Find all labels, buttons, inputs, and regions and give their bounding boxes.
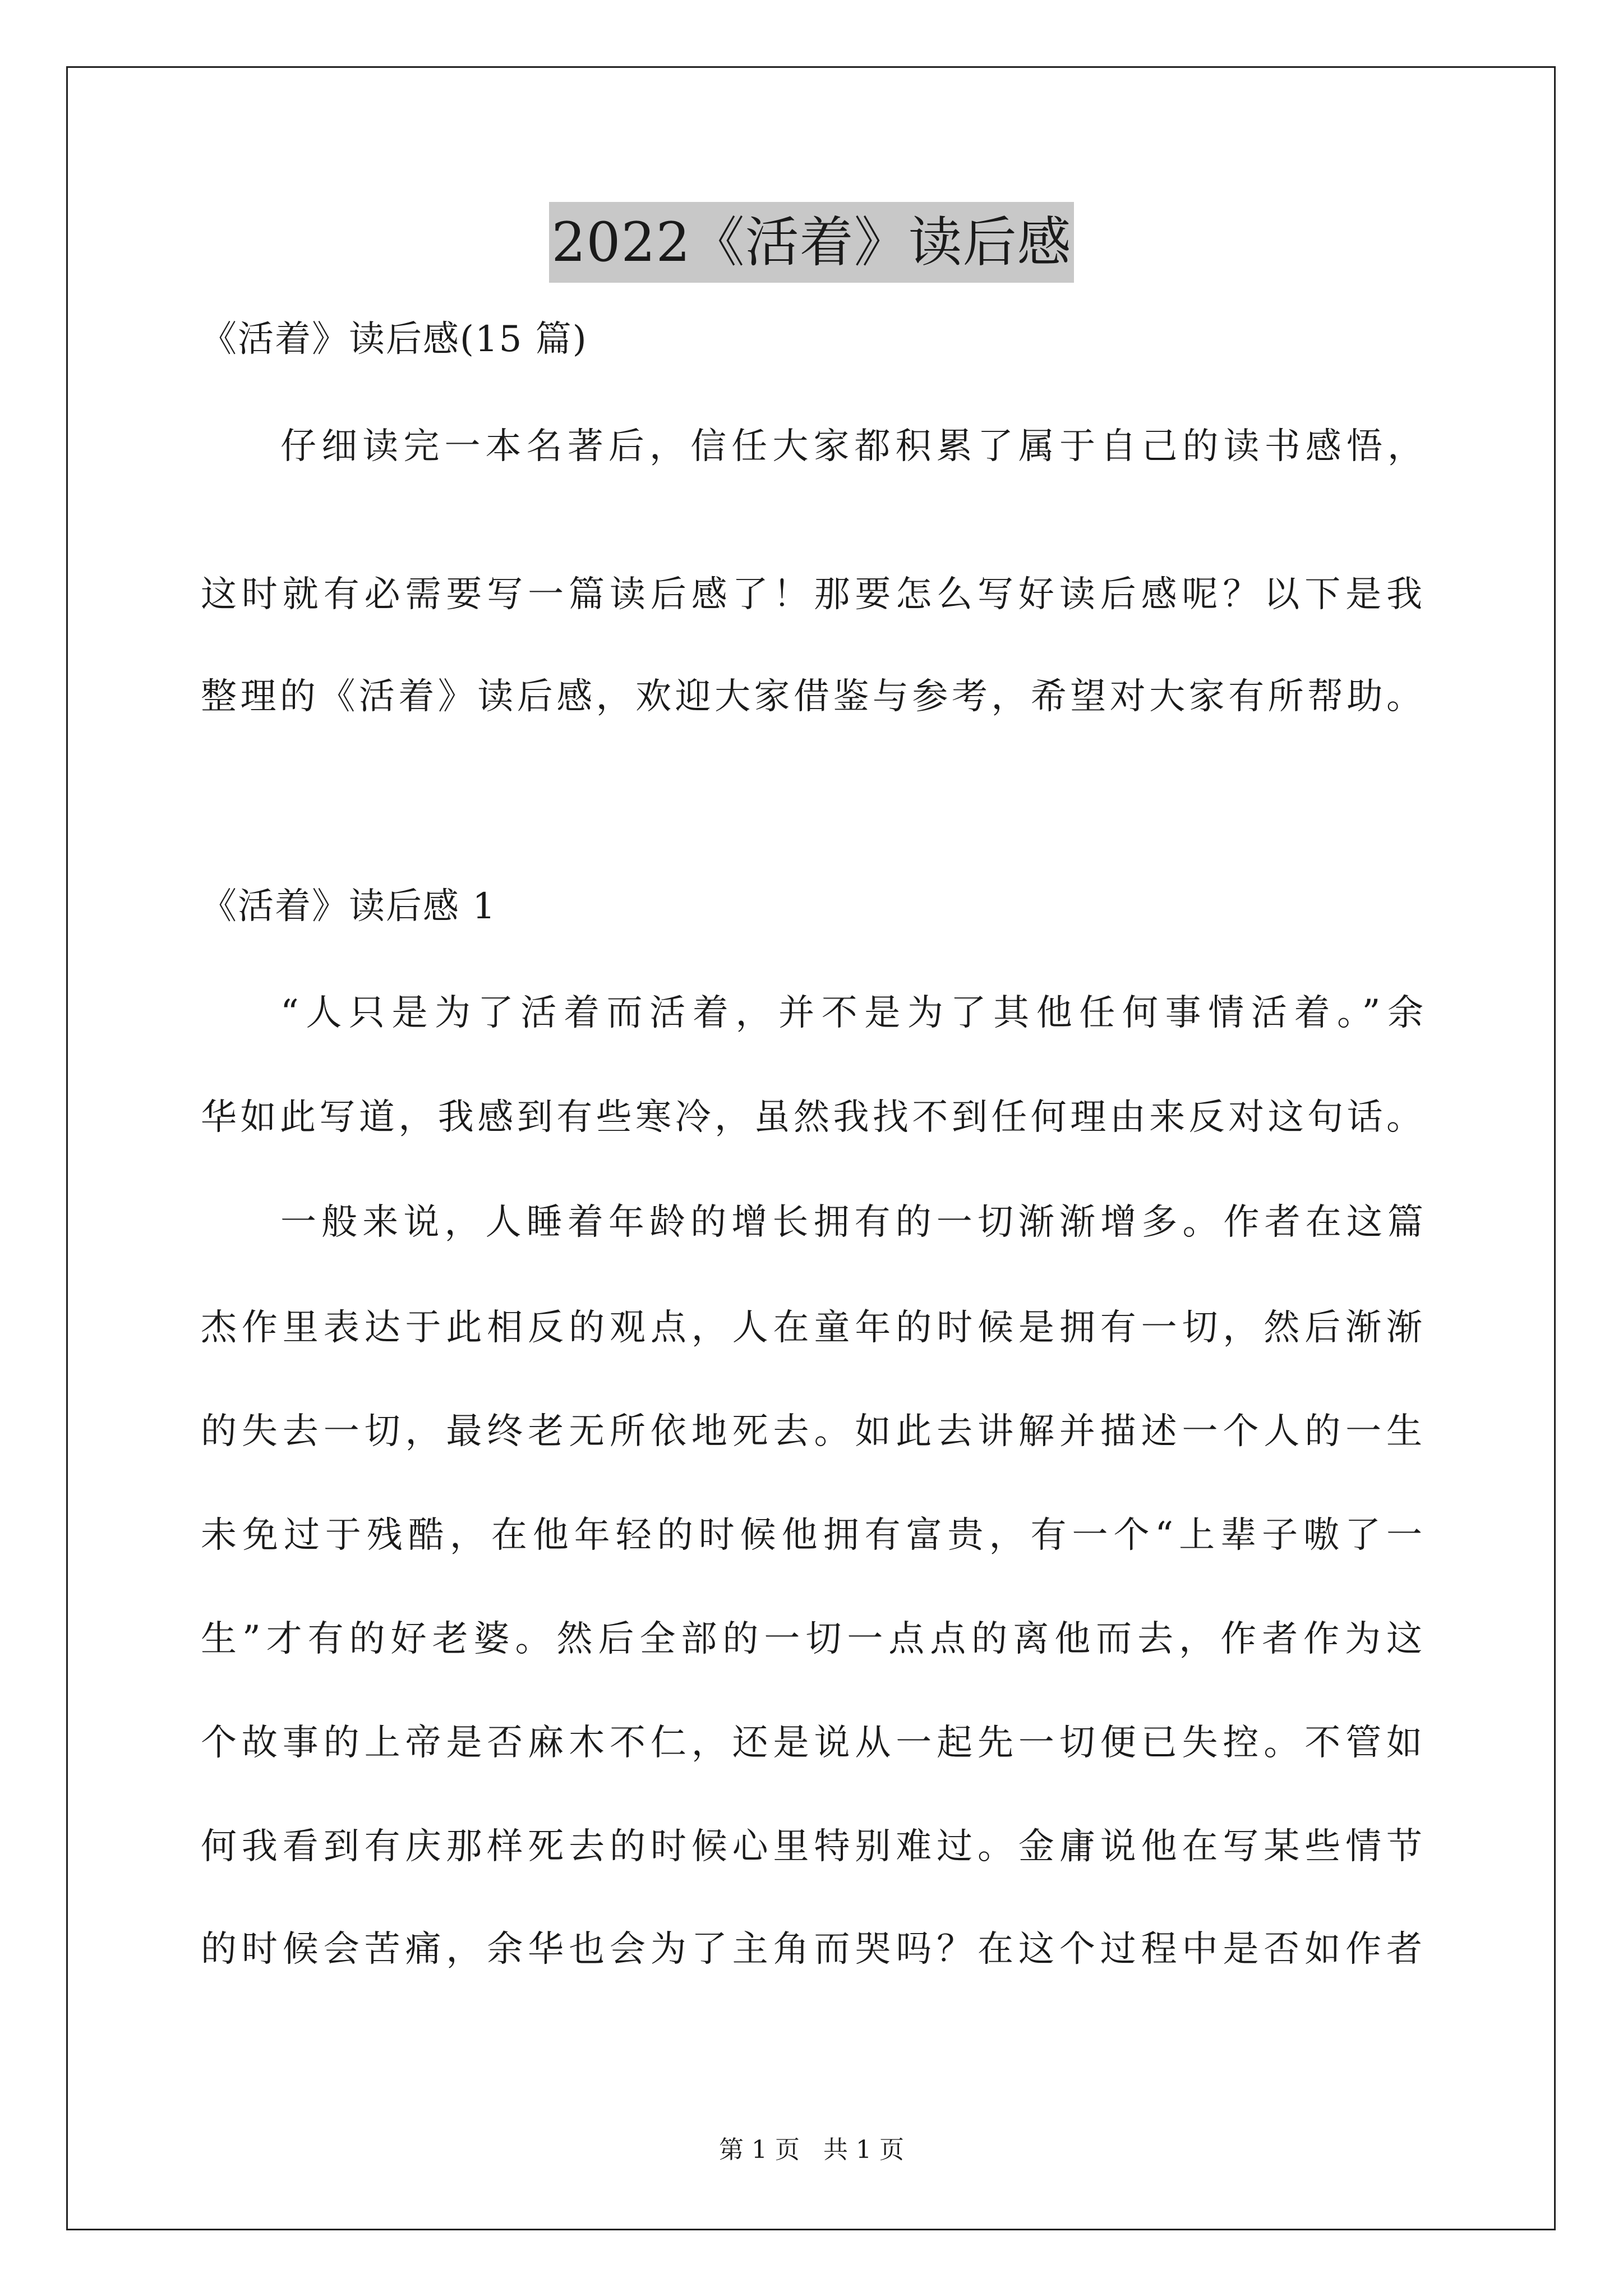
intro-line-3: 整理的《活着》读后感，欢迎大家借鉴与参考，希望对大家有所帮助。 [201,676,1423,717]
section-line-8: 个故事的上帝是否麻木不仁，还是说从一起先一切便已失控。不管如 [201,1722,1423,1764]
section-line-9: 何我看到有庆那样死去的时候心里特别难过。金庸说他在写某些情节 [201,1826,1423,1867]
section-line-1: “人只是为了活着而活着，并不是为了其他任何事情活着。”余 [280,992,1424,1034]
page-border [66,66,1556,2230]
section-line-2: 华如此写道，我感到有些寒冷，虽然我找不到任何理由来反对这句话。 [201,1097,1423,1138]
title-container [0,202,1623,283]
section-line-5: 的失去一切，最终老无所依地死去。如此去讲解并描述一个人的一生 [201,1411,1423,1452]
section-heading: 《活着》读后感 1 [201,886,497,927]
intro-line-2: 这时就有必需要写一篇读后感了！那要怎么写好读后感呢？以下是我 [201,574,1423,615]
intro-line-1: 仔细读完一本名著后，信任大家都积累了属于自己的读书感悟， [280,426,1424,467]
section-line-4: 杰作里表达于此相反的观点，人在童年的时候是拥有一切，然后渐渐 [201,1307,1423,1349]
document-title: 2022《活着》读后感 [549,202,1073,283]
page-footer: 第 1 页 共 1 页 [719,2136,904,2164]
section-line-6: 未免过于残酷，在他年轻的时候他拥有富贵，有一个“上辈子嗷了一 [201,1515,1423,1556]
section-line-10: 的时候会苦痛，余华也会为了主角而哭吗？在这个过程中是否如作者 [201,1929,1423,1970]
document-subtitle: 《活着》读后感(15 篇) [201,319,588,360]
section-line-7: 生”才有的好老婆。然后全部的一切一点点的离他而去，作者作为这 [201,1618,1423,1660]
section-line-3: 一般来说，人睡着年龄的增长拥有的一切渐渐增多。作者在这篇 [280,1202,1424,1243]
